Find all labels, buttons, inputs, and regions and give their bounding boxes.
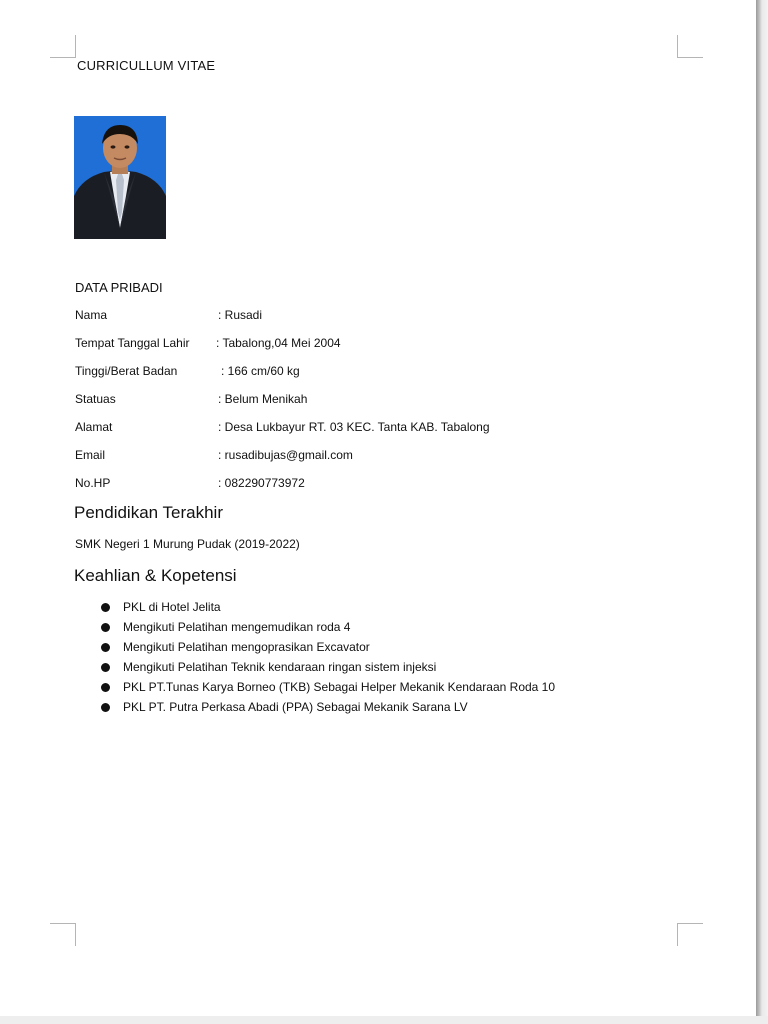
field-label-birth: Tempat Tanggal Lahir bbox=[75, 336, 190, 350]
field-label-address: Alamat bbox=[75, 420, 113, 434]
list-item bbox=[101, 620, 555, 640]
bullet-icon bbox=[101, 603, 110, 612]
education-item: SMK Negeri 1 Murung Pudak (2019-2022) bbox=[75, 537, 300, 551]
profile-photo bbox=[74, 116, 166, 239]
bullet-icon bbox=[101, 623, 110, 632]
list-item bbox=[101, 680, 555, 700]
education-heading: Pendidikan Terakhir bbox=[74, 503, 223, 522]
field-label-phone: No.HP bbox=[75, 476, 111, 490]
bullet-icon bbox=[101, 703, 110, 712]
viewer-right-edge bbox=[756, 0, 768, 1024]
skill-text: PKL di Hotel Jelita bbox=[123, 600, 221, 614]
bullet-icon bbox=[101, 663, 110, 672]
skill-text: PKL PT. Putra Perkasa Abadi (PPA) Sebagai Mekanik Sarana LV bbox=[123, 700, 468, 714]
list-item bbox=[101, 660, 555, 680]
field-label-email: Email bbox=[75, 448, 106, 462]
skills-heading: Keahlian & Kopetensi bbox=[74, 566, 237, 585]
skill-text: Mengikuti Pelatihan mengemudikan roda 4 bbox=[123, 620, 351, 634]
bullet-icon bbox=[101, 683, 110, 692]
skill-text: Mengikuti Pelatihan mengoprasikan Excavator bbox=[123, 640, 370, 654]
skill-text: Mengikuti Pelatihan Teknik kendaraan ringan sistem injeksi bbox=[123, 660, 437, 674]
list-item bbox=[101, 600, 555, 620]
field-value-email: : rusadibujas@gmail.com bbox=[218, 448, 353, 462]
field-value-birth: : Tabalong,04 Mei 2004 bbox=[216, 336, 341, 350]
field-value-name: : Rusadi bbox=[218, 308, 263, 322]
person-portrait-icon bbox=[74, 116, 166, 239]
field-value-status: : Belum Menikah bbox=[218, 392, 308, 406]
field-value-address: : Desa Lukbayur RT. 03 KEC. Tanta KAB. Tabalong bbox=[218, 420, 490, 434]
list-item bbox=[101, 640, 555, 660]
field-label-name: Nama bbox=[75, 308, 108, 322]
bullet-icon bbox=[101, 643, 110, 652]
list-item bbox=[101, 700, 555, 720]
crop-mark-bottom-left bbox=[50, 923, 76, 946]
field-value-phone: : 082290773972 bbox=[218, 476, 305, 490]
crop-mark-top-right bbox=[677, 35, 703, 58]
field-value-height-weight: : 166 cm/60 kg bbox=[221, 364, 300, 378]
document-title: CURRICULLUM VITAE bbox=[77, 58, 216, 73]
field-label-status: Statuas bbox=[75, 392, 116, 406]
viewer-bottom-edge bbox=[0, 1016, 768, 1024]
skills-list bbox=[101, 600, 555, 720]
skill-text: PKL PT.Tunas Karya Borneo (TKB) Sebagai Helper Mekanik Kendaraan Roda 10 bbox=[123, 680, 556, 694]
crop-mark-top-left bbox=[50, 35, 76, 58]
crop-mark-bottom-right bbox=[677, 923, 703, 946]
field-label-height-weight: Tinggi/Berat Badan bbox=[75, 364, 178, 378]
personal-data-heading: DATA PRIBADI bbox=[75, 280, 163, 295]
